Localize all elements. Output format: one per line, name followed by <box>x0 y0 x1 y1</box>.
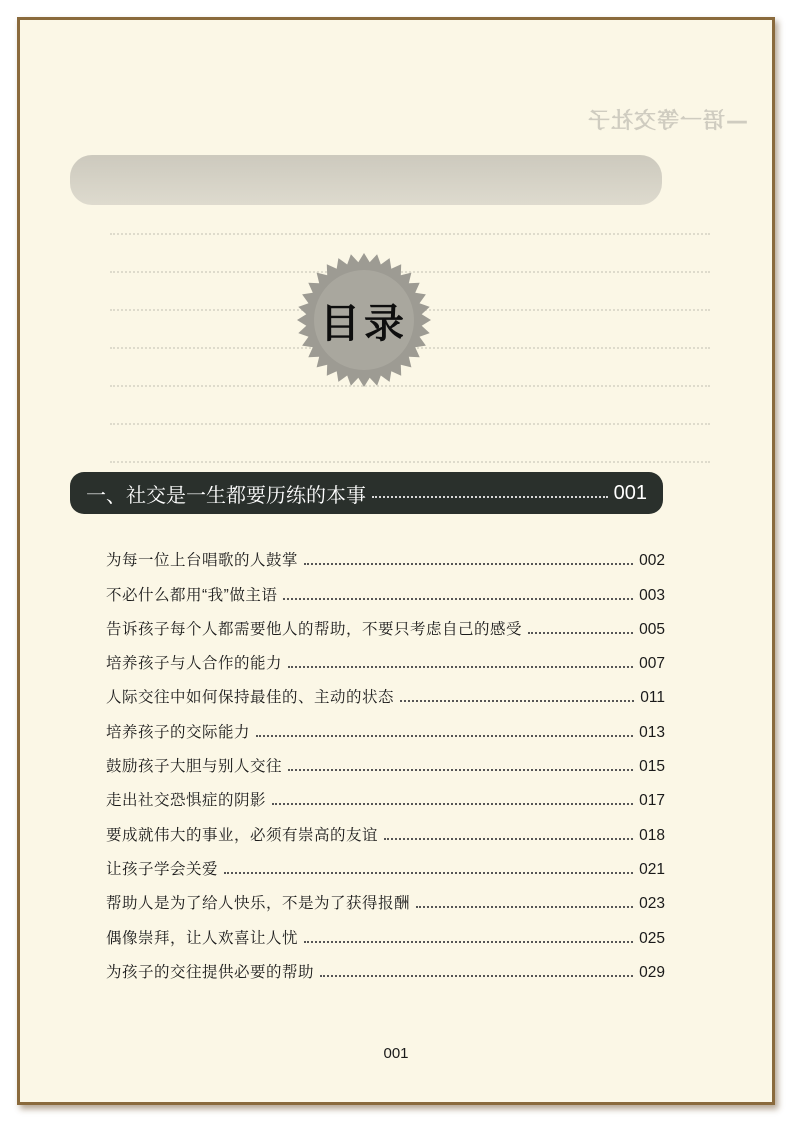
toc-entry-page: 023 <box>639 895 665 913</box>
toc-entry-title: 不必什么都用“我”做主语 <box>106 586 278 604</box>
toc-entry-page: 002 <box>639 552 665 570</box>
toc-entry-title: 走出社交恐惧症的阴影 <box>106 792 267 810</box>
toc-entry-page: 015 <box>639 758 665 776</box>
bleed-through-header: —语一等交社子 <box>586 109 748 134</box>
toc-entry[interactable] <box>106 948 665 982</box>
toc-list <box>106 536 665 982</box>
leader-dots <box>288 769 633 771</box>
toc-entry[interactable] <box>106 605 665 639</box>
toc-title: 目录 <box>320 299 408 347</box>
toc-entry[interactable] <box>106 536 665 570</box>
toc-entry[interactable] <box>106 810 665 844</box>
toc-entry-title: 让孩子学会关爱 <box>106 860 219 878</box>
section-title: 一、社交是一生都要历练的本事 <box>86 484 366 507</box>
toc-entry-title: 为孩子的交往提供必要的帮助 <box>106 963 315 981</box>
leader-dots <box>416 906 633 908</box>
leader-dots <box>400 700 634 702</box>
toc-entry-page: 007 <box>639 655 665 673</box>
toc-entry-page: 011 <box>640 689 665 707</box>
toc-entry-title: 告诉孩子每个人都需要他人的帮助，不要只考虑自己的感受 <box>106 620 523 638</box>
toc-entry-title: 培养孩子的交际能力 <box>106 723 251 741</box>
toc-entry-page: 029 <box>639 963 665 981</box>
leader-dots <box>372 496 608 498</box>
leader-dots <box>256 735 633 737</box>
toc-entry-title: 人际交往中如何保持最佳的、主动的状态 <box>106 689 395 707</box>
toc-entry-title: 鼓励孩子大胆与别人交往 <box>106 758 283 776</box>
toc-entry-title: 帮助人是为了给人快乐，不是为了获得报酬 <box>106 895 411 913</box>
leader-dots <box>320 975 633 977</box>
toc-entry-page: 021 <box>639 860 665 878</box>
toc-entry-title: 培养孩子与人合作的能力 <box>106 655 283 673</box>
toc-entry-page: 003 <box>639 586 665 604</box>
toc-entry[interactable] <box>106 776 665 810</box>
toc-entry-page: 025 <box>639 929 665 947</box>
section-page-number: 001 <box>613 481 647 504</box>
leader-dots <box>304 941 633 943</box>
toc-entry[interactable] <box>106 707 665 741</box>
toc-entry[interactable] <box>106 742 665 776</box>
toc-entry[interactable] <box>106 673 665 707</box>
page-number: 001 <box>383 1045 409 1062</box>
book-page <box>17 17 775 1105</box>
leader-dots <box>272 803 633 805</box>
section-banner[interactable] <box>70 472 663 514</box>
toc-entry-title: 要成就伟大的事业，必须有崇高的友谊 <box>106 826 379 844</box>
toc-badge <box>296 252 432 388</box>
toc-entry[interactable] <box>106 913 665 947</box>
leader-dots <box>528 632 633 634</box>
toc-entry-page: 005 <box>639 620 665 638</box>
toc-entry[interactable] <box>106 570 665 604</box>
bleed-through-banner <box>70 155 662 205</box>
toc-entry-title: 为每一位上台唱歌的人鼓掌 <box>106 552 299 570</box>
leader-dots <box>384 838 633 840</box>
leader-dots <box>283 598 633 600</box>
leader-dots <box>288 666 633 668</box>
toc-entry[interactable] <box>106 639 665 673</box>
toc-entry-page: 017 <box>639 792 665 810</box>
toc-entry-page: 018 <box>639 826 665 844</box>
leader-dots <box>224 872 633 874</box>
leader-dots <box>304 563 633 565</box>
toc-entry[interactable] <box>106 879 665 913</box>
toc-entry-page: 013 <box>639 723 665 741</box>
toc-entry[interactable] <box>106 845 665 879</box>
toc-entry-title: 偶像崇拜，让人欢喜让人忧 <box>106 929 299 947</box>
